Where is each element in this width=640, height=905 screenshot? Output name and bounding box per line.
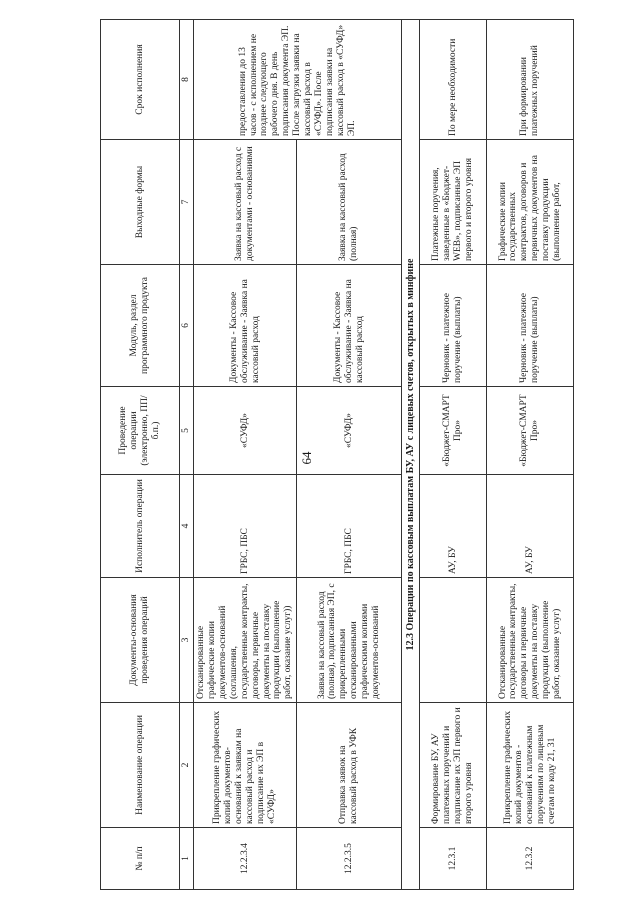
output: Платежные поручения, заведенные в «Бюджет-WEB», подписанные ЭП первого и второго уровня	[420, 140, 487, 265]
executor: АУ, БУ	[420, 475, 487, 578]
column-number: 6	[180, 265, 194, 387]
operation-name: Прикрепление графических копий документов - оснований к платежным поручениям по лицевым счетам по коду 21, 31	[487, 703, 574, 828]
method: «СУФД»	[194, 387, 297, 475]
table-row	[194, 20, 297, 890]
documents: Заявка на кассовый расход (полная), подписанная ЭП, с прикрепленными отсканированными графическими копиями документов-оснований	[297, 578, 402, 703]
section-row	[402, 20, 420, 890]
column-number: 5	[180, 387, 194, 475]
column-number: 2	[180, 703, 194, 828]
executor: ГРБС, ПБС	[194, 475, 297, 578]
column-number: 4	[180, 475, 194, 578]
operations-table	[100, 19, 574, 890]
module: Черновик - платежное поручение (выплаты)	[487, 265, 574, 387]
output: Графические копии государственных контрактов, договоров и первичных документов на поставку продукции (выполнение работ,	[487, 140, 574, 265]
table-header-row	[101, 20, 180, 890]
column-number: 3	[180, 578, 194, 703]
table-row	[487, 20, 574, 890]
row-number: 12.2.3.5	[297, 828, 402, 890]
header-operation-name: Наименование операции	[101, 703, 180, 828]
header-output: Выходные формы	[101, 140, 180, 265]
table-row	[420, 20, 487, 890]
module: Черновик - платежное поручение (выплаты)	[420, 265, 487, 387]
method: «Бюджет-СМАРТ Про»	[420, 387, 487, 475]
header-number: № п/п	[101, 828, 180, 890]
deadline: предоставлении до 13 часов - с исполнением не позднее следующего рабочего дня. В день подписания документа ЭП. После загрузки заявки на кассовый расход в «СУФД». После подписания заявки на кассовый расход в «СУФД» ЭП.	[194, 20, 402, 140]
module: Документы - Кассовое обслуживание - Заявка на кассовый расход	[297, 265, 402, 387]
executor: ГРБС, ПБС	[297, 475, 402, 578]
table-row	[297, 20, 402, 890]
column-number: 1	[180, 828, 194, 890]
output: Заявка на кассовый расход с документами - основаниями	[194, 140, 297, 265]
column-number-row	[180, 20, 194, 890]
deadline: При формировании платежных поручений	[487, 20, 574, 140]
method: «Бюджет-СМАРТ Про»	[487, 387, 574, 475]
module: Документы - Кассовое обслуживание - Заявка на кассовый расход	[194, 265, 297, 387]
output: Заявка на кассовый расход (полная)	[297, 140, 402, 265]
header-deadline: Срок исполнения	[101, 20, 180, 140]
page-number: 64	[299, 451, 314, 465]
operation-name: Формирование БУ, АУ платежных поручений и подписание их ЭП первого и второго уровня	[420, 703, 487, 828]
header-executor: Исполнитель операции	[101, 475, 180, 578]
header-method: Проведение операции (электронно, ПП/б.п.)	[101, 387, 180, 475]
method: «СУФД»	[297, 387, 402, 475]
deadline: По мере необходимости	[420, 20, 487, 140]
column-number: 8	[180, 20, 194, 140]
rotated-table-container	[100, 20, 620, 890]
row-number: 12.3.2	[487, 828, 574, 890]
row-number: 12.2.3.4	[194, 828, 297, 890]
column-number: 7	[180, 140, 194, 265]
section-title: 12.3 Операции по кассовым выплатам БУ, АУ с лицевых счетов, открытых в минфине	[402, 20, 420, 890]
header-documents: Документы-основания проведения операций	[101, 578, 180, 703]
executor: АУ, БУ	[487, 475, 574, 578]
documents	[420, 578, 487, 703]
row-number: 12.3.1	[420, 828, 487, 890]
operation-name: Отправка заявок на кассовый расход в УФК	[297, 703, 402, 828]
documents: Отсканированные государственные контракты, договоры и первичные документы на поставку продукции (выполнение работ, оказание услуг)	[487, 578, 574, 703]
operation-name: Прикрепление графических копий документов-оснований к заявкам на кассовый расход и подписание их ЭП в «СУФД»	[194, 703, 297, 828]
header-module: Модуль, раздел программного продукта	[101, 265, 180, 387]
documents: Отсканированные графические копии документов-оснований (соглашения, государственные контракты, договоры, первичные документы на поставку продукции (выполнение работ, оказание услуг))	[194, 578, 297, 703]
